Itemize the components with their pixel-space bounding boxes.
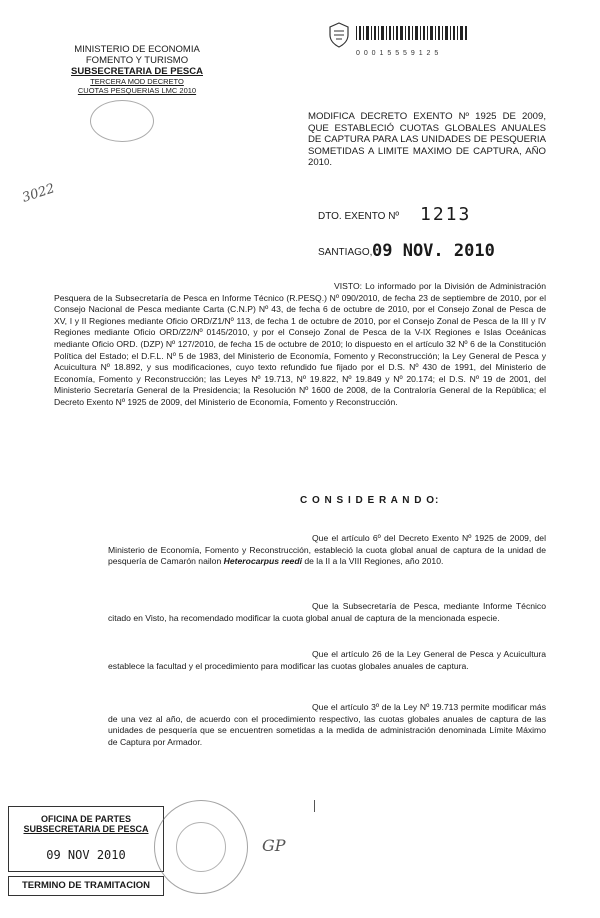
reception-stamp: [90, 100, 154, 142]
decree-title: MODIFICA DECRETO EXENTO Nº 1925 DE 2009, QUE ESTABLECIÓ CUOTAS GLOBALES ANUALES DE CAPTURA PARA LAS UNIDADES DE PESQUERIA SOMETIDAS A LIMITE MAXIMO DE CAPTURA, AÑO 2010.: [308, 111, 546, 169]
barcode: [356, 24, 468, 48]
visto-paragraph: [54, 281, 546, 409]
considerando-paragraph-4: [108, 702, 546, 748]
considerando-1-lead: Que el artículo 6º del Decreto Exento Nº: [312, 533, 472, 543]
seal-icon: [328, 22, 350, 48]
ministry-line-1: MINISTERIO DE ECONOMIA: [74, 44, 200, 55]
page-mark: [314, 800, 315, 812]
decree-number: 1213: [420, 204, 472, 225]
considerando-1-text-a: 1925 de 2009, del Ministerio de Economía, Fomento y Reconstrucción, estableció la cuota global anual de captura de la unidad de pesquería de Camarón nailon: [108, 533, 546, 567]
office-stamp: [8, 806, 164, 872]
considerando-1-text-b: de la II a la VIII Regiones, año 2010.: [301, 556, 444, 567]
term-stamp: [8, 876, 164, 896]
visto-text: Lo informado por la División de Administración Pesquera de la Subsecretaría de Pesca en Informe Técnico (R.PESQ.) Nº 090/2010, de fecha 23 de septiembre de 2010, por el Consejo Nacional de Pesca mediante Carta (C.N.P) Nº 43, de fecha 6 de octubre de 2010, por el Consejo Zonal de Pesca de XV, I y II Regiones mediante Oficio ORD/Z1/Nº 113, de fecha 1 de octubre de 2010, por el Consejo Zonal de Pesca de la III y IV Regiones mediante Oficio ORD/Z2/Nº 0145/2010, y por el Consejo Zonal de Pesca de la V-IX Regiones e Islas Oceánicas mediante Oficio ORD. (DZP) Nº 127/2010, de fecha 15 de octubre de 2010; lo dispuesto en el artículo 32 Nº 6 de la Constitución Política del Estado; el D.F.L. Nº 5 de 1983, del Ministerio de Economía, Fomento y Reconstrucción; la Ley General de Pesca y Acuicultura Nº 18.892, y sus modificaciones, cuyo texto refundido fue fijado por el D.S. Nº 430 de 1991, del Ministerio de Economía, Fomento y Reconstrucción; las Leyes Nº 19.713, Nº 19.822, Nº 19.849 y Nº 20.174; el D.S. Nº 19 de 2001, del Ministerio Secretaría General de la Presidencia; la Resolución Nº 1600 de 2008, de la Contraloría General de la República; el Decreto Exento Nº 1925 de 2009, del Ministerio de Economía, Fomento y Reconstrucción.: [54, 281, 546, 407]
considerando-heading: C O N S I D E R A N D O:: [300, 495, 440, 506]
considerando-4-text: permite modificar más de una vez al año, de acuerdo con el procedimiento respectivo, las cuotas globales anuales de captura de las unidades de pesquería que se encuentren sometidas a la medida de administración denominada Límite Máximo de Captura por Armador.: [108, 702, 547, 747]
considerando-paragraph-1: [108, 533, 546, 568]
considerando-2-lead: Que la Subsecretaría de Pesca, mediante: [312, 601, 480, 611]
handwritten-number: 3022: [20, 181, 57, 206]
header-sub-1: TERCERA MOD DECRETO: [90, 77, 184, 86]
decree-number-row: [318, 205, 558, 229]
decree-date: 09 NOV. 2010: [372, 241, 495, 261]
considerando-paragraph-3: [108, 649, 546, 672]
decree-date-row: [318, 241, 558, 265]
term-stamp-text: TERMINO DE TRAMITACION: [21, 880, 151, 891]
office-stamp-date: 09 NOV 2010: [46, 848, 126, 862]
considerando-3-lead: Que el artículo 26 de la Ley General de Pesca: [312, 649, 494, 659]
round-stamp-inner: [176, 822, 226, 872]
ministry-line-2: FOMENTO Y TURISMO: [85, 55, 189, 66]
ministry-header: [54, 44, 220, 95]
subsecretaria-line: SUBSECRETARIA DE PESCA: [71, 66, 203, 77]
visto-heading: VISTO:: [334, 281, 363, 291]
considerando-2-text: Informe Técnico citado en Visto, ha recomendado modificar la cuota global anual de captura de la mencionada especie.: [108, 601, 546, 623]
barcode-digits: 0 0 0 1 5 5 5 9 1 2 5: [356, 50, 440, 57]
considerando-4-lead: Que el artículo 3º de la Ley Nº 19.713: [312, 702, 459, 712]
species-name: Heterocarpus reedi: [223, 556, 302, 567]
decree-label: DTO. EXENTO Nº: [318, 211, 400, 222]
considerando-paragraph-2: [108, 601, 546, 624]
considerando-3-text: y Acuicultura establece la facultad y el procedimiento para modificar las cuotas globales anuales de captura.: [108, 649, 547, 671]
office-stamp-line-2: SUBSECRETARIA DE PESCA: [23, 824, 149, 834]
handwritten-initials: GP: [262, 836, 286, 855]
office-stamp-line-1: OFICINA DE PARTES: [40, 814, 131, 824]
header-sub-2: CUOTAS PESQUERIAS LMC 2010: [77, 86, 197, 95]
decree-city: SANTIAGO,: [318, 247, 373, 258]
